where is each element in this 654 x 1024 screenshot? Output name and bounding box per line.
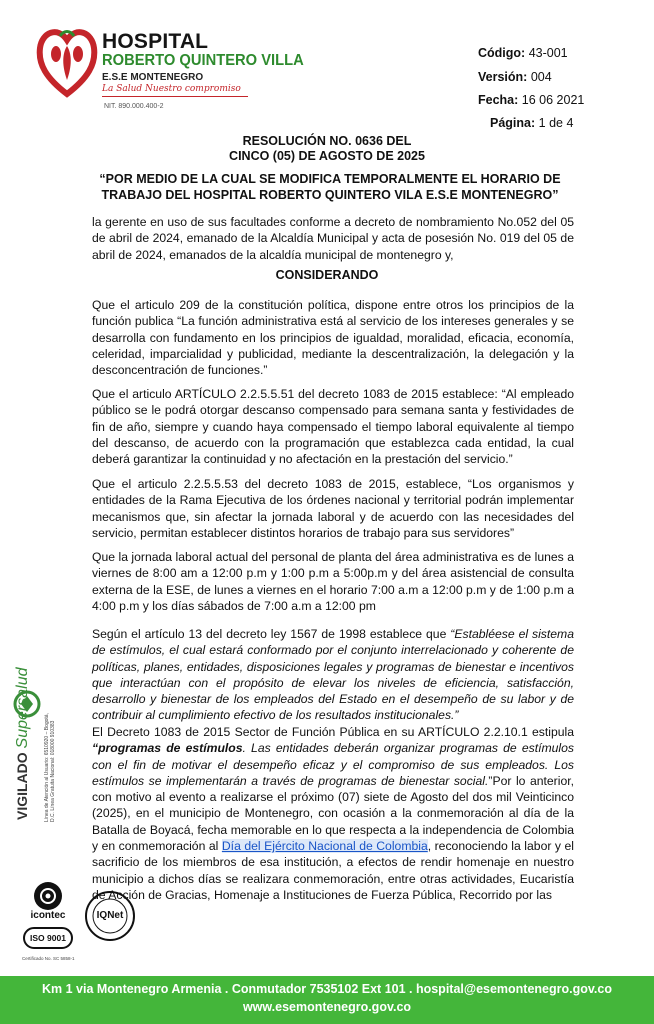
- hospital-name: HOSPITAL: [102, 30, 209, 53]
- paragraph-art-2-2-5-5-51: Que el articulo ARTÍCULO 2.2.5.5.51 del decreto 1083 de 2015 establece: “Al empleado público se le podrá otorgar descanso compensado para semana santa y festividades de fin de año, siempre y cuando haya compensado el tiempo laboral equivalente al tiempo del descanso, de acuerdo con la programación que establezca cada entidad, la cual deberá garantizar la continuidad y no afectación en la prestación del servicio.”: [92, 387, 574, 467]
- footer-contact: Km 1 via Montenegro Armenia . Conmutador 7535102 Ext 101 . hospital@esemontenegro.gov.co: [42, 982, 612, 996]
- hospital-slogan: La Salud Nuestro compromiso: [102, 84, 241, 94]
- resolution-subject: “POR MEDIO DE LA CUAL SE MODIFICA TEMPORALMENTE EL HORARIO DE TRABAJO DEL HOSPITAL ROBERTO QUINTERO VILA E.S.E MONTENEGRO”: [99, 172, 561, 202]
- hospital-ese: E.S.E MONTENEGRO: [102, 72, 204, 83]
- intro-paragraph: la gerente en uso de sus facultades conforme a decreto de nombramiento No.052 del 05 de abril de 2024, emanado de la Alcaldía Municipal y acta de posesión No. 019 del 05 de abril de 2024, emanados de la alcaldía municipal de montenegro y,: [92, 215, 574, 262]
- iso-label: ISO 9001: [30, 933, 66, 943]
- hospital-subname: ROBERTO QUINTERO VILLA: [102, 52, 304, 69]
- footer-bar: [0, 976, 654, 1024]
- slogan-underline: [102, 96, 248, 97]
- icontec-label: icontec: [30, 910, 66, 921]
- certificate-number: Certificado No. SC 5858-1: [22, 956, 75, 961]
- meta-codigo: Código: 43-001: [478, 46, 568, 60]
- paragraph-art-209: Que el articulo 209 de la constitución política, dispone entre otros los principios de la función publica “La función administrativa está al servicio de los intereses generales y se desarrolla con fundamento en los principios de igualdad, moralidad, eficacia, economía, celeridad, imparcialidad y publicidad, mediante la descentralización, la delegación y la desconcentración de funciones.”: [92, 298, 574, 378]
- paragraph-decreto-1567: Según el artículo 13 del decreto ley 1567 de 1998 establece que “Establéese el sistema de estímulos, el cual estará conformado por el conjunto interrelacionado y coherente de políticas, planes, entidades, disposiciones legales y programas de bienestar e incentivos que interactúan con el propósito de elevar los niveles de eficiencia, satisfacción, desarrollo y bienestar de los empleados del Estado en el desempeño de su labor y de contribuir al cumplimiento efectivo de los resultados institucionales.”: [92, 627, 574, 723]
- hospital-heart-logo-icon: [36, 24, 98, 98]
- paragraph-jornada: Que la jornada laboral actual del personal de planta del área administrativa es de lunes a viernes de 8:00 am a 12:00 p.m y 1:00 p.m a 5:00p.m y del área asistencial de consulta externa de la ESE, de lunes a viernes en el horario 7:00 a.m a 12:00 p.m y de 1:00 p.m a 4:00 p.m y los días sábados de 7:00 a.m a 12:00 pm: [92, 550, 574, 613]
- meta-pagina: Página: 1 de 4: [490, 116, 574, 130]
- meta-fecha: Fecha: 16 06 2021: [478, 93, 585, 107]
- considerando-heading: CONSIDERANDO: [275, 268, 379, 282]
- paragraph-decreto-1083: El Decreto 1083 de 2015 Sector de Función Pública en su ARTÍCULO 2.2.10.1 estipula “programas de estímulos. Las entidades deberán organizar programas de estímulos con el fin de motivar el desempeño eficaz y el compromiso de sus empleados. Los estímulos se implementarán a través de programas de bienestar social.”Por lo anterior, con motivo al evento a realizarse el próximo (07) siete de Agosto del dos mil Veinticinco (2025), en el municipio de Montenegro, con ocasión a la conmemoración al día de la Batalla de Boyacá, fecha memorable en lo que respecta a la independencia de Colombia y en conmemoración al Día del Ejército Nacional de Colombia, reconociendo la labor y el sacrificio de los miembros de esa institución, a efectos de rendir homenaje en nuestro municipio a dichos días se realizara conmemoración, entre otras actividades, Eucaristía de Acción de Gracias, Homenaje a Instituciones de Fuerza Pública, Recorrido por las: [92, 725, 574, 902]
- iqnet-label: IQNet: [96, 910, 124, 921]
- hospital-nit: NIT. 890.000.400-2: [104, 103, 164, 110]
- resolution-number: RESOLUCIÓN NO. 0636 DEL: [242, 134, 412, 148]
- paragraph-art-2-2-5-5-53: Que el articulo 2.2.5.5.53 del decreto 1083 de 2015, establece, “Los organismos y entidades de la Rama Ejecutiva de los órdenes nacional y territorial podrán implementar mecanismos que, sin afectar la jornada laboral y de acuerdo con las necesidades del servicio, permitan establecer distintos horarios de trabajo para sus servidores”: [92, 477, 574, 540]
- supersalud-lines: Línea de Atención al Usuario: 6510920 – Bogotá, D.C. Línea Gratuita Nacional: 018000 910383: [44, 713, 56, 822]
- vigilado-label: VIGILADO Supersalud: [14, 667, 31, 820]
- ejercito-link[interactable]: Día del Ejército Nacional de Colombia: [221, 839, 428, 854]
- meta-version: Versión: 004: [478, 70, 552, 84]
- footer-website[interactable]: www.esemontenegro.gov.co: [242, 1000, 412, 1014]
- resolution-date: CINCO (05) DE AGOSTO DE 2025: [229, 149, 425, 163]
